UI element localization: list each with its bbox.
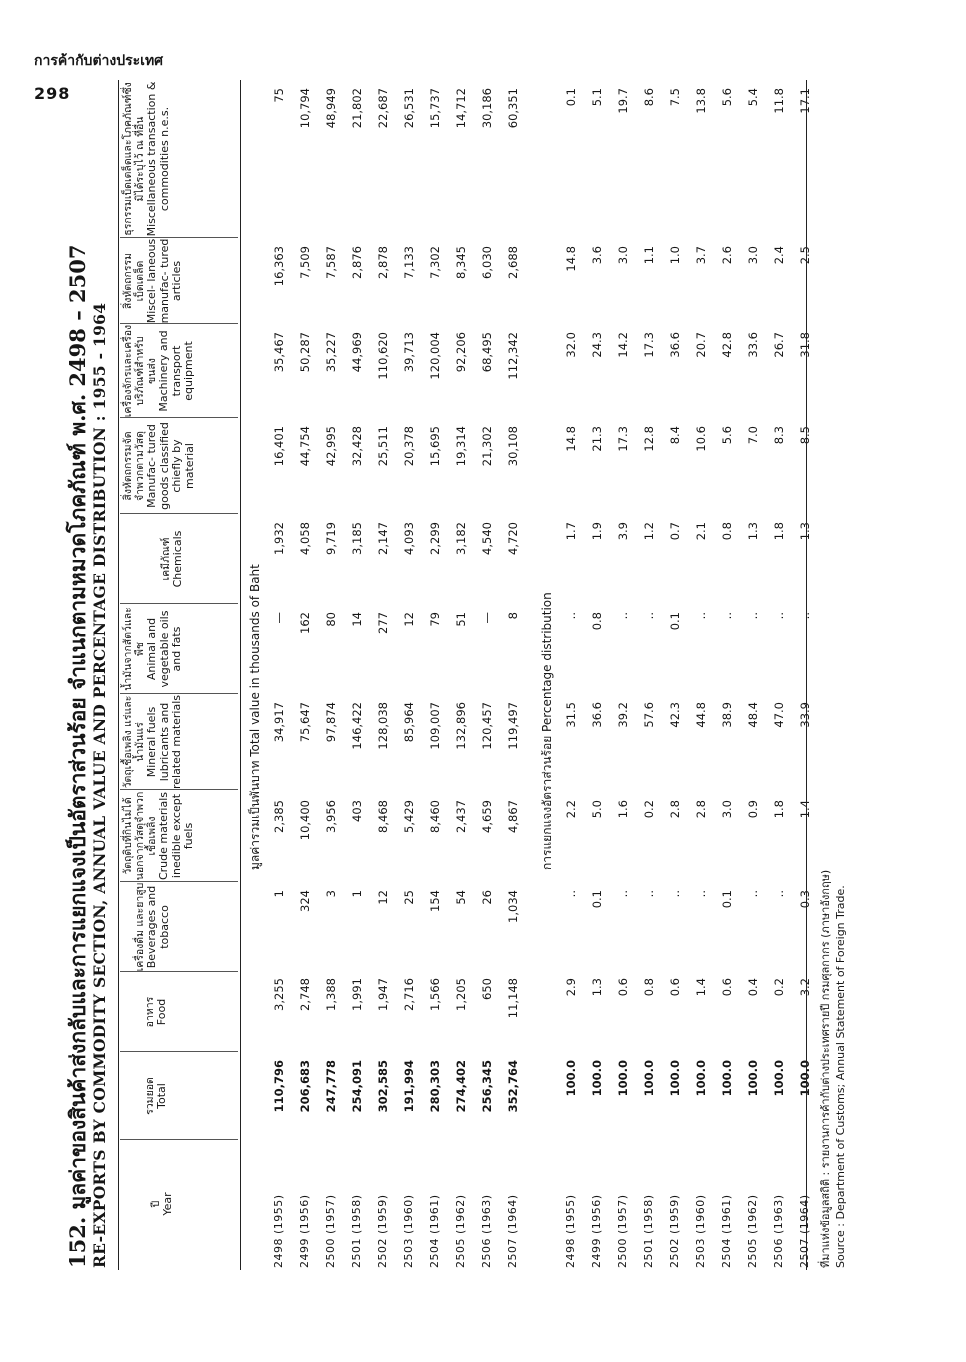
value-cell: 3.9 bbox=[616, 522, 630, 541]
value-cell: 38.9 bbox=[720, 702, 734, 728]
value-cell: 21.3 bbox=[590, 426, 604, 452]
header-rule bbox=[240, 80, 241, 1270]
value-cell: 12 bbox=[402, 612, 416, 627]
value-cell: .. bbox=[642, 890, 656, 898]
value-cell: 2.4 bbox=[772, 246, 786, 265]
value-cell: 30,186 bbox=[480, 88, 494, 129]
year-cell: 2506 (1963) bbox=[772, 1194, 785, 1268]
value-cell: 0.1 bbox=[720, 890, 734, 909]
value-cell: 8.6 bbox=[642, 88, 656, 107]
value-cell: — bbox=[480, 612, 494, 624]
value-cell: .. bbox=[616, 612, 630, 620]
value-cell: 8.3 bbox=[772, 426, 786, 445]
table-row bbox=[616, 60, 640, 1290]
value-cell: 274,402 bbox=[454, 1060, 468, 1113]
value-cell: 100.0 bbox=[772, 1060, 786, 1097]
header-animal-vegetable-oils: น้ำมันจากสัตว์และพืช Animal and vegetable oils and fats bbox=[122, 607, 183, 691]
value-cell: 15,737 bbox=[428, 88, 442, 129]
value-cell: 7,587 bbox=[324, 246, 338, 279]
value-cell: 4,867 bbox=[506, 800, 520, 833]
column-divider bbox=[120, 1139, 238, 1140]
value-cell: 650 bbox=[480, 978, 494, 1000]
value-cell: 68,495 bbox=[480, 332, 494, 373]
value-cell: 33.9 bbox=[798, 702, 812, 728]
table-row bbox=[298, 60, 322, 1290]
value-cell: 5.4 bbox=[746, 88, 760, 107]
value-cell: 1 bbox=[350, 890, 364, 898]
value-cell: 132,896 bbox=[454, 702, 468, 750]
bottom-rule bbox=[806, 80, 807, 1270]
value-cell: 7,509 bbox=[298, 246, 312, 279]
value-cell: 1,388 bbox=[324, 978, 338, 1011]
value-cell: 3.0 bbox=[616, 246, 630, 265]
value-cell: 12 bbox=[376, 890, 390, 905]
year-cell: 2499 (1956) bbox=[298, 1194, 311, 1268]
value-cell: 100.0 bbox=[616, 1060, 630, 1097]
year-cell: 2498 (1955) bbox=[272, 1194, 285, 1268]
year-cell: 2501 (1958) bbox=[350, 1194, 363, 1268]
value-cell: 100.0 bbox=[668, 1060, 682, 1097]
year-cell: 2501 (1958) bbox=[642, 1194, 655, 1268]
year-cell: 2505 (1962) bbox=[454, 1194, 467, 1268]
value-cell: 85,964 bbox=[402, 702, 416, 743]
value-cell: 31.5 bbox=[564, 702, 578, 728]
value-cell: 10,400 bbox=[298, 800, 312, 841]
value-cell: 0.1 bbox=[590, 890, 604, 909]
value-cell: 4,540 bbox=[480, 522, 494, 555]
value-cell: 3.2 bbox=[798, 978, 812, 997]
value-cell: 26,531 bbox=[402, 88, 416, 129]
value-cell: .. bbox=[616, 890, 630, 898]
value-cell: 48.4 bbox=[746, 702, 760, 728]
value-cell: 39,713 bbox=[402, 332, 416, 373]
year-cell: 2503 (1960) bbox=[402, 1194, 415, 1268]
value-cell: 128,038 bbox=[376, 702, 390, 750]
value-cell: 9,719 bbox=[324, 522, 338, 555]
value-cell: 0.6 bbox=[616, 978, 630, 997]
header-food: อาหาร Food bbox=[144, 996, 168, 1028]
value-cell: 97,874 bbox=[324, 702, 338, 743]
table-row bbox=[720, 60, 744, 1290]
header-machinery: เครื่องจักรและเครื่องบริภัณฑ์สำหรับขนส่ง Machinery and transport equipment bbox=[122, 324, 195, 418]
value-cell: 247,778 bbox=[324, 1060, 338, 1113]
header-manufactured-goods: สิ่งหัตถกรรมจัดจำพวกตามวัสดุ Manufac- tured goods classified chiefly by material bbox=[122, 422, 196, 510]
value-cell: 2.1 bbox=[694, 522, 708, 541]
value-cell: 7.5 bbox=[668, 88, 682, 107]
value-cell: 1,205 bbox=[454, 978, 468, 1011]
value-cell: 7,133 bbox=[402, 246, 416, 279]
year-cell: 2502 (1959) bbox=[376, 1194, 389, 1268]
value-cell: 8.5 bbox=[798, 426, 812, 445]
table-row bbox=[454, 60, 478, 1290]
value-cell: 100.0 bbox=[590, 1060, 604, 1097]
value-cell: 110,620 bbox=[376, 332, 390, 380]
value-cell: 5.0 bbox=[590, 800, 604, 819]
value-cell: 8,345 bbox=[454, 246, 468, 279]
value-cell: 5,429 bbox=[402, 800, 416, 833]
value-cell: 50,287 bbox=[298, 332, 312, 373]
value-cell: 1.3 bbox=[798, 522, 812, 541]
value-cell: 4,720 bbox=[506, 522, 520, 555]
value-cell: 8,468 bbox=[376, 800, 390, 833]
value-cell: 1,034 bbox=[506, 890, 520, 923]
rotated-table bbox=[60, 60, 880, 1290]
value-cell: 0.1 bbox=[564, 88, 578, 107]
table-row bbox=[272, 60, 296, 1290]
table-row bbox=[324, 60, 348, 1290]
value-cell: 11,148 bbox=[506, 978, 520, 1019]
value-cell: .. bbox=[746, 890, 760, 898]
value-cell: 1,932 bbox=[272, 522, 286, 555]
value-cell: 206,683 bbox=[298, 1060, 312, 1113]
value-cell: 5.6 bbox=[720, 88, 734, 107]
value-cell: 75,647 bbox=[298, 702, 312, 743]
value-cell: 1,991 bbox=[350, 978, 364, 1011]
value-cell: 44,754 bbox=[298, 426, 312, 467]
value-cell: 8 bbox=[506, 612, 520, 620]
value-cell: 110,796 bbox=[272, 1060, 286, 1113]
value-cell: 1.4 bbox=[798, 800, 812, 819]
value-cell: .. bbox=[746, 612, 760, 620]
value-cell: 39.2 bbox=[616, 702, 630, 728]
value-cell: 14.8 bbox=[564, 246, 578, 272]
value-cell: 34,917 bbox=[272, 702, 286, 743]
value-cell: 1.3 bbox=[590, 978, 604, 997]
value-cell: 30,108 bbox=[506, 426, 520, 467]
value-cell: 4,058 bbox=[298, 522, 312, 555]
value-cell: 33.6 bbox=[746, 332, 760, 358]
year-cell: 2507 (1964) bbox=[506, 1194, 519, 1268]
value-cell: — bbox=[272, 612, 286, 624]
value-cell: 0.1 bbox=[668, 612, 682, 631]
value-cell: 5.1 bbox=[590, 88, 604, 107]
value-cell: 80 bbox=[324, 612, 338, 627]
value-cell: 2.9 bbox=[564, 978, 578, 997]
value-cell: 17.1 bbox=[798, 88, 812, 114]
value-cell: 2,385 bbox=[272, 800, 286, 833]
value-cell: 254,091 bbox=[350, 1060, 364, 1113]
value-cell: 2,876 bbox=[350, 246, 364, 279]
value-cell: 20,378 bbox=[402, 426, 416, 467]
value-cell: 17.3 bbox=[616, 426, 630, 452]
value-cell: 5.6 bbox=[720, 426, 734, 445]
value-cell: 0.2 bbox=[772, 978, 786, 997]
header-year: ปี Year bbox=[150, 1192, 174, 1216]
value-cell: .. bbox=[772, 890, 786, 898]
value-cell: 25 bbox=[402, 890, 416, 905]
value-cell: 1.2 bbox=[642, 522, 656, 541]
value-cell: 1.8 bbox=[772, 522, 786, 541]
value-cell: 57.6 bbox=[642, 702, 656, 728]
value-cell: 0.2 bbox=[642, 800, 656, 819]
top-rule bbox=[118, 80, 119, 1270]
value-cell: 1.7 bbox=[564, 522, 578, 541]
value-cell: 2,748 bbox=[298, 978, 312, 1011]
value-cell: 256,345 bbox=[480, 1060, 494, 1113]
value-cell: 22,687 bbox=[376, 88, 390, 129]
value-cell: 100.0 bbox=[720, 1060, 734, 1097]
value-cell: 3,956 bbox=[324, 800, 338, 833]
value-cell: 352,764 bbox=[506, 1060, 520, 1113]
value-cell: 2.2 bbox=[564, 800, 578, 819]
value-cell: .. bbox=[720, 612, 734, 620]
year-cell: 2504 (1961) bbox=[428, 1194, 441, 1268]
year-cell: 2500 (1957) bbox=[324, 1194, 337, 1268]
source-thai: ที่มาแห่งข้อมูลสถิติ : รายงานการค้ากับต่างประเทศรายปี กรมศุลกากร (ภาษาอังกฤษ) bbox=[819, 869, 832, 1268]
value-cell: 1.3 bbox=[746, 522, 760, 541]
value-cell: 10.6 bbox=[694, 426, 708, 452]
value-cell: 26.7 bbox=[772, 332, 786, 358]
value-cell: 16,363 bbox=[272, 246, 286, 287]
value-cell: 2,437 bbox=[454, 800, 468, 833]
value-cell: 1.6 bbox=[616, 800, 630, 819]
value-cell: 44,969 bbox=[350, 332, 364, 373]
value-cell: 10,794 bbox=[298, 88, 312, 129]
value-cell: 35,467 bbox=[272, 332, 286, 373]
value-cell: 8.4 bbox=[668, 426, 682, 445]
table-row bbox=[694, 60, 718, 1290]
running-head: การค้ากับต่างประเทศ bbox=[34, 53, 164, 69]
value-cell: 42.3 bbox=[668, 702, 682, 728]
value-cell: 7,302 bbox=[428, 246, 442, 279]
value-cell: 32,428 bbox=[350, 426, 364, 467]
value-cell: 54 bbox=[454, 890, 468, 905]
table-row bbox=[480, 60, 504, 1290]
header-total: รวมยอด Total bbox=[144, 1077, 168, 1115]
value-cell: 2,147 bbox=[376, 522, 390, 555]
value-cell: .. bbox=[564, 612, 578, 620]
table-title-english: RE-EXPORTS BY COMMODITY SECTION, ANNUAL VALUE AND PERCENTAGE DISTRIBUTION : 1955 - 1964 bbox=[90, 302, 109, 1268]
value-cell: 0.6 bbox=[668, 978, 682, 997]
value-cell: 120,004 bbox=[428, 332, 442, 380]
value-cell: 120,457 bbox=[480, 702, 494, 750]
table-row bbox=[642, 60, 666, 1290]
header-misc-transactions: ธุรกรรมเบ็ดเตล็ดและโภคภัณฑ์ซึ่งมิได้ระบุไว้ ณ ที่อื่น Miscellaneous transaction & commodities n.e.s. bbox=[122, 81, 171, 237]
value-cell: 3,182 bbox=[454, 522, 468, 555]
value-cell: 3.0 bbox=[720, 800, 734, 819]
value-cell: 11.8 bbox=[772, 88, 786, 114]
value-cell: 92,206 bbox=[454, 332, 468, 373]
value-cell: 100.0 bbox=[642, 1060, 656, 1097]
value-cell: 6,030 bbox=[480, 246, 494, 279]
value-cell: 100.0 bbox=[746, 1060, 760, 1097]
value-cell: 47.0 bbox=[772, 702, 786, 728]
value-cell: 48,949 bbox=[324, 88, 338, 129]
value-cell: 0.9 bbox=[746, 800, 760, 819]
table-row bbox=[376, 60, 400, 1290]
value-cell: .. bbox=[694, 612, 708, 620]
value-cell: 3.7 bbox=[694, 246, 708, 265]
value-cell: 0.4 bbox=[746, 978, 760, 997]
value-cell: 154 bbox=[428, 890, 442, 912]
value-cell: 4,659 bbox=[480, 800, 494, 833]
value-cell: 1.9 bbox=[590, 522, 604, 541]
table-row bbox=[564, 60, 588, 1290]
value-cell: 21,802 bbox=[350, 88, 364, 129]
value-cell: 191,994 bbox=[402, 1060, 416, 1113]
table-title-thai: 152. มูลค่าของสินค้าส่งกลับและการแยกแจงเป็นอัตราส่วนร้อย จำแนกตามหมวดโภคภัณฑ์ พ.ศ. 2498 – 2507 bbox=[65, 244, 90, 1268]
value-cell: 42.8 bbox=[720, 332, 734, 358]
year-cell: 2505 (1962) bbox=[746, 1194, 759, 1268]
value-cell: 100.0 bbox=[564, 1060, 578, 1097]
value-cell: 1,947 bbox=[376, 978, 390, 1011]
value-cell: 14,712 bbox=[454, 88, 468, 129]
year-cell: 2502 (1959) bbox=[668, 1194, 681, 1268]
value-cell: 3.6 bbox=[590, 246, 604, 265]
value-cell: 1.0 bbox=[668, 246, 682, 265]
value-cell: 42,995 bbox=[324, 426, 338, 467]
source-english: Source : Department of Customs; Annual Statement of Foreign Trade. bbox=[834, 885, 847, 1268]
value-cell: .. bbox=[772, 612, 786, 620]
value-cell: 1,566 bbox=[428, 978, 442, 1011]
value-cell: 0.8 bbox=[642, 978, 656, 997]
value-cell: 100.0 bbox=[694, 1060, 708, 1097]
value-cell: 1.4 bbox=[694, 978, 708, 997]
value-cell: 3 bbox=[324, 890, 338, 898]
year-cell: 2500 (1957) bbox=[616, 1194, 629, 1268]
value-cell: 2,299 bbox=[428, 522, 442, 555]
value-cell: .. bbox=[798, 612, 812, 620]
table-row bbox=[350, 60, 374, 1290]
value-cell: 16,401 bbox=[272, 426, 286, 467]
year-cell: 2498 (1955) bbox=[564, 1194, 577, 1268]
year-cell: 2503 (1960) bbox=[694, 1194, 707, 1268]
header-chemicals: เคมีภัณฑ์ Chemicals bbox=[160, 530, 184, 588]
value-cell: .. bbox=[642, 612, 656, 620]
value-cell: 20.7 bbox=[694, 332, 708, 358]
value-cell: 1.1 bbox=[642, 246, 656, 265]
value-cell: 109,007 bbox=[428, 702, 442, 750]
value-cell: 2.5 bbox=[798, 246, 812, 265]
value-cell: 19,314 bbox=[454, 426, 468, 467]
value-cell: 35,227 bbox=[324, 332, 338, 373]
value-cell: 0.6 bbox=[720, 978, 734, 997]
value-cell: 0.8 bbox=[590, 612, 604, 631]
value-cell: 44.8 bbox=[694, 702, 708, 728]
value-cell: 8,460 bbox=[428, 800, 442, 833]
value-cell: 100.0 bbox=[798, 1060, 812, 1097]
table-row bbox=[772, 60, 796, 1290]
value-cell: 24.3 bbox=[590, 332, 604, 358]
value-cell: 31.8 bbox=[798, 332, 812, 358]
value-cell: 3,185 bbox=[350, 522, 364, 555]
year-cell: 2504 (1961) bbox=[720, 1194, 733, 1268]
column-divider bbox=[120, 1051, 238, 1052]
table-row bbox=[590, 60, 614, 1290]
value-cell: 26 bbox=[480, 890, 494, 905]
value-cell: 60,351 bbox=[506, 88, 520, 129]
value-cell: 21,302 bbox=[480, 426, 494, 467]
value-cell: 2.6 bbox=[720, 246, 734, 265]
year-cell: 2507 (1964) bbox=[798, 1194, 811, 1268]
value-cell: 2.8 bbox=[668, 800, 682, 819]
value-cell: 12.8 bbox=[642, 426, 656, 452]
value-cell: 324 bbox=[298, 890, 312, 912]
value-cell: 0.3 bbox=[798, 890, 812, 909]
header-misc-manufactured: สิ่งหัตถกรรมเบ็ดเตล็ด Miscel- laneous manufac- tured articles bbox=[122, 238, 183, 324]
year-cell: 2506 (1963) bbox=[480, 1194, 493, 1268]
value-cell: 2,878 bbox=[376, 246, 390, 279]
value-cell: 112,342 bbox=[506, 332, 520, 380]
value-cell: 146,422 bbox=[350, 702, 364, 750]
value-cell: 13.8 bbox=[694, 88, 708, 114]
value-cell: 79 bbox=[428, 612, 442, 627]
page-number: 298 bbox=[34, 84, 71, 103]
table-row bbox=[506, 60, 530, 1290]
value-cell: 3,255 bbox=[272, 978, 286, 1011]
value-cell: 17.3 bbox=[642, 332, 656, 358]
percentage-section-label: การแยกแจงอัตราส่วนร้อย Percentage distribution bbox=[540, 592, 554, 870]
value-cell: 302,585 bbox=[376, 1060, 390, 1113]
value-cell: 32.0 bbox=[564, 332, 578, 358]
value-cell: 14.2 bbox=[616, 332, 630, 358]
value-cell: 25,511 bbox=[376, 426, 390, 467]
table-row bbox=[428, 60, 452, 1290]
value-cell: 0.8 bbox=[720, 522, 734, 541]
value-cell: 51 bbox=[454, 612, 468, 627]
value-cell: 7.0 bbox=[746, 426, 760, 445]
value-section-label: มูลค่ารวมเป็นพันบาท Total value in thousands of Baht bbox=[248, 564, 262, 870]
value-cell: 2.8 bbox=[694, 800, 708, 819]
value-cell: 403 bbox=[350, 800, 364, 822]
header-beverages: เครื่องดื่ม และยาสูบ Beverages and tobacco bbox=[134, 882, 171, 972]
header-crude-materials: วัตถุดิบที่กินไม่ได้ นอกจากวัสดุจำพวกเชื้อเพลิง Crude materials inedible except fuels bbox=[122, 791, 195, 881]
value-cell: 119,497 bbox=[506, 702, 520, 750]
value-cell: 14.8 bbox=[564, 426, 578, 452]
value-cell: 0.7 bbox=[668, 522, 682, 541]
value-cell: 75 bbox=[272, 88, 286, 103]
table-row bbox=[402, 60, 426, 1290]
value-cell: 280,303 bbox=[428, 1060, 442, 1113]
value-cell: 15,695 bbox=[428, 426, 442, 467]
value-cell: .. bbox=[564, 890, 578, 898]
value-cell: 36.6 bbox=[668, 332, 682, 358]
value-cell: 2,716 bbox=[402, 978, 416, 1011]
value-cell: .. bbox=[694, 890, 708, 898]
value-cell: 14 bbox=[350, 612, 364, 627]
value-cell: 36.6 bbox=[590, 702, 604, 728]
value-cell: .. bbox=[668, 890, 682, 898]
header-mineral-fuels: วัตถุเชื้อเพลิง แร่และน้ำมันแร่ Mineral fuels lubricants and related materials bbox=[122, 694, 183, 790]
value-cell: 19.7 bbox=[616, 88, 630, 114]
value-cell: 3.0 bbox=[746, 246, 760, 265]
value-cell: 277 bbox=[376, 612, 390, 634]
year-cell: 2499 (1956) bbox=[590, 1194, 603, 1268]
value-cell: 4,093 bbox=[402, 522, 416, 555]
value-cell: 1.8 bbox=[772, 800, 786, 819]
table-row bbox=[668, 60, 692, 1290]
value-cell: 162 bbox=[298, 612, 312, 634]
value-cell: 1 bbox=[272, 890, 286, 898]
table-row bbox=[746, 60, 770, 1290]
value-cell: 2,688 bbox=[506, 246, 520, 279]
